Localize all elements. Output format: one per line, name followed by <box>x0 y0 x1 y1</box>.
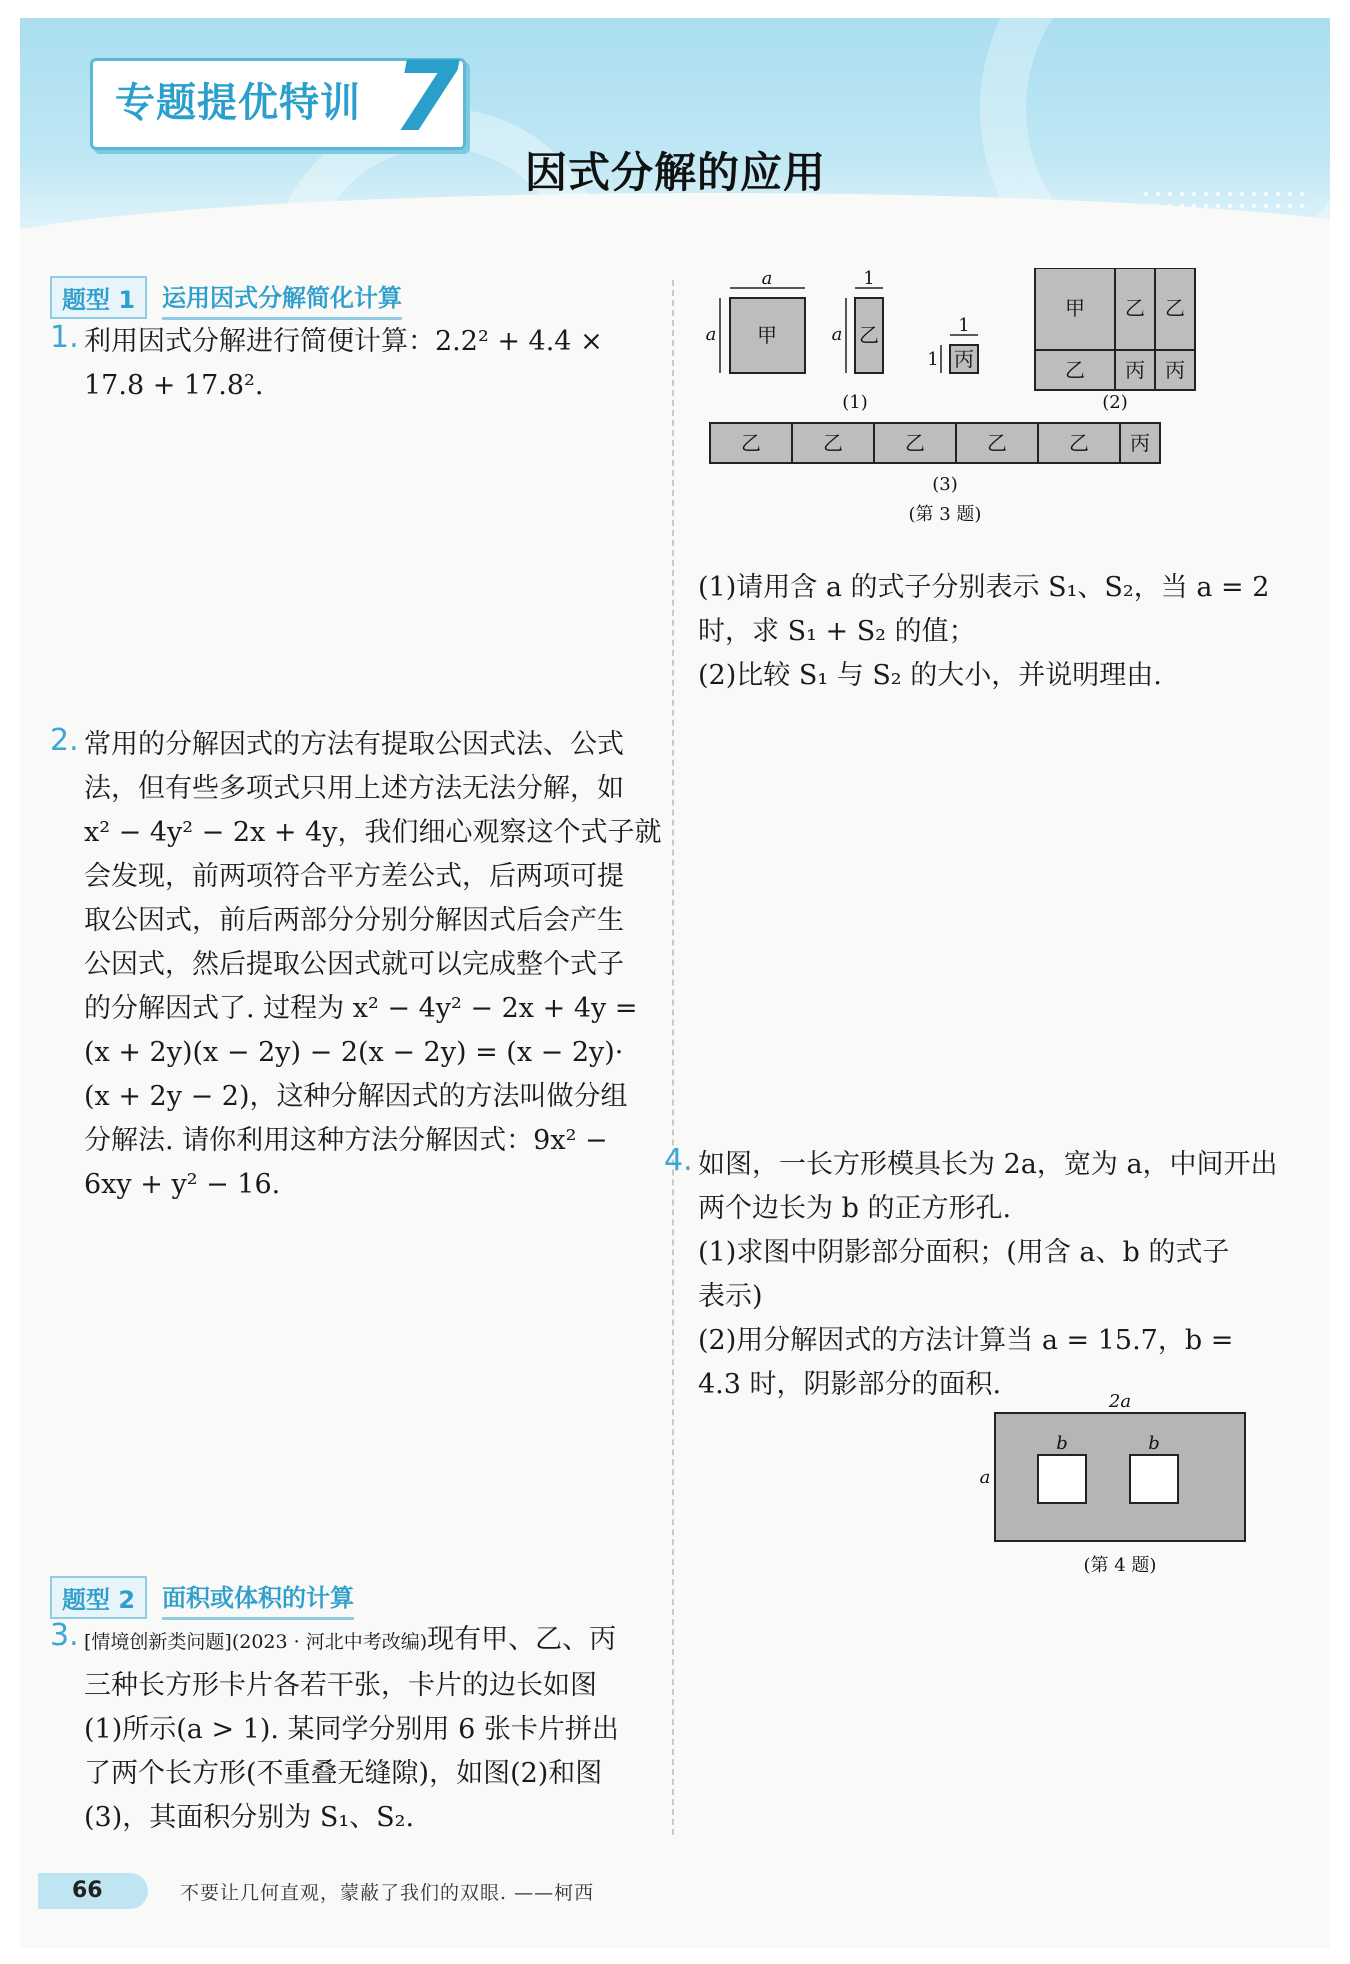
q2-text <box>84 723 664 1207</box>
page <box>20 18 1330 1948</box>
label-1: 1 <box>927 349 939 370</box>
q3-text <box>84 1618 664 1840</box>
q2-line: 6xy + y² − 16. <box>84 1169 281 1200</box>
q1-line: 17.8 + 17.8². <box>84 370 264 401</box>
q2-line: 常用的分解因式的方法有提取公因式法、公式 <box>84 729 624 760</box>
label-a: a <box>705 324 717 345</box>
q4-number: 4. <box>664 1143 693 1178</box>
q2-number: 2. <box>50 723 79 758</box>
q3-line: (3)，其面积分别为 S₁、S₂. <box>84 1802 415 1833</box>
q2-line: 取公因式，前后两部分分别分解因式后会产生 <box>84 905 624 936</box>
fig3-caption: (3) <box>932 474 958 495</box>
fig3-cell: 乙 <box>1069 431 1089 455</box>
footer-quote: 不要让几何直观，蒙蔽了我们的双眼. ——柯西 <box>180 1882 595 1904</box>
q2-line: 法，但有些多项式只用上述方法无法分解，如 <box>84 773 624 804</box>
fig2-cell: 乙 <box>1065 358 1085 382</box>
q3-line: (1)所示(a > 1). 某同学分别用 6 张卡片拼出 <box>84 1714 619 1745</box>
fig2-cell: 丙 <box>1125 358 1145 382</box>
fig3-cell: 乙 <box>823 431 843 455</box>
page-number: 66 <box>38 1873 148 1909</box>
section-header-2 <box>50 1576 450 1614</box>
q1-text <box>84 320 664 408</box>
section-name-2: 面积或体积的计算 <box>162 1578 354 1620</box>
q4-line: 表示) <box>698 1281 763 1312</box>
q3-line: 了两个长方形(不重叠无缝隙)，如图(2)和图 <box>84 1758 603 1789</box>
label-1: 1 <box>958 315 970 336</box>
label-b: b <box>1056 1433 1068 1454</box>
q3-sub-line: 时，求 S₁ + S₂ 的值； <box>698 616 976 647</box>
q4-line: (1)求图中阴影部分面积；(用含 a、b 的式子 <box>698 1237 1230 1268</box>
section-label-1: 题型 1 <box>50 276 147 319</box>
fig2-cell: 丙 <box>1165 358 1185 382</box>
label-a: a <box>761 268 773 289</box>
section-header-1 <box>50 276 450 314</box>
q2-line: 会发现，前两项符合平方差公式，后两项可提 <box>84 861 624 892</box>
topic-tag-text: 专题提优特训 <box>115 80 361 126</box>
card-bing-label: 丙 <box>954 347 974 371</box>
topic-tag <box>90 41 466 153</box>
square-hole <box>1130 1455 1178 1503</box>
section-label-2: 题型 2 <box>50 1576 147 1619</box>
q3-figure <box>700 268 1300 568</box>
q3-source: [情境创新类问题](2023 · 河北中考改编) <box>84 1631 428 1653</box>
fig2-caption: (2) <box>1102 392 1128 413</box>
fig2-cell: 甲 <box>1065 296 1085 320</box>
column-divider <box>672 280 674 1835</box>
card-yi-label: 乙 <box>859 323 879 347</box>
header-banner <box>20 18 1330 248</box>
section-name-1: 运用因式分解简化计算 <box>162 278 402 320</box>
label-a: a <box>980 1467 991 1488</box>
q2-line: (x + 2y − 2)，这种分解因式的方法叫做分组 <box>84 1081 628 1112</box>
label-2a: 2a <box>1108 1393 1132 1412</box>
q4-figure <box>980 1393 1280 1593</box>
q3-subquestions <box>698 566 1318 698</box>
square-hole <box>1038 1455 1086 1503</box>
fig1-caption: (1) <box>842 392 868 413</box>
q4-line: 4.3 时，阴影部分的面积. <box>698 1369 1002 1400</box>
fig3-cell: 丙 <box>1130 431 1150 455</box>
label-b: b <box>1148 1433 1160 1454</box>
q2-line: x² − 4y² − 2x + 4y，我们细心观察这个式子就 <box>84 817 662 848</box>
fig3-cell: 乙 <box>987 431 1007 455</box>
q4-line: 如图，一长方形模具长为 2a，宽为 a，中间开出 <box>698 1149 1278 1180</box>
q3-line: 三种长方形卡片各若干张，卡片的边长如图 <box>84 1670 597 1701</box>
mold-rectangle <box>995 1413 1245 1541</box>
q4-line: 两个边长为 b 的正方形孔. <box>698 1193 1012 1224</box>
card-jia-label: 甲 <box>757 323 777 347</box>
q2-line: (x + 2y)(x − 2y) − 2(x − 2y) = (x − 2y)· <box>84 1037 624 1068</box>
q3-figure-caption: (第 3 题) <box>908 504 982 525</box>
q4-text <box>698 1143 1318 1407</box>
fig3-cell: 乙 <box>741 431 761 455</box>
fig2-cell: 乙 <box>1165 296 1185 320</box>
q3-line: 现有甲、乙、丙 <box>427 1624 617 1655</box>
q4-line: (2)用分解因式的方法计算当 a = 15.7，b = <box>698 1325 1234 1356</box>
q1-number: 1. <box>50 320 79 355</box>
fig3-cell: 乙 <box>905 431 925 455</box>
q2-line: 公因式，然后提取公因式就可以完成整个式子 <box>84 949 624 980</box>
topic-tag-number: 7 <box>393 41 460 153</box>
q3-sub-line: (1)请用含 a 的式子分别表示 S₁、S₂，当 a = 2 <box>698 572 1270 603</box>
page-title: 因式分解的应用 <box>525 148 827 197</box>
q1-line: 利用因式分解进行简便计算：2.2² + 4.4 × <box>84 326 603 357</box>
label-a: a <box>831 324 843 345</box>
q2-line: 分解法. 请你利用这种方法分解因式：9x² − <box>84 1125 608 1156</box>
fig2-cell: 乙 <box>1125 296 1145 320</box>
q3-sub-line: (2)比较 S₁ 与 S₂ 的大小，并说明理由. <box>698 660 1162 691</box>
q2-line: 的分解因式了. 过程为 x² − 4y² − 2x + 4y = <box>84 993 638 1024</box>
q4-figure-caption: (第 4 题) <box>1083 1555 1157 1576</box>
label-1: 1 <box>863 268 875 289</box>
q3-number: 3. <box>50 1618 79 1653</box>
